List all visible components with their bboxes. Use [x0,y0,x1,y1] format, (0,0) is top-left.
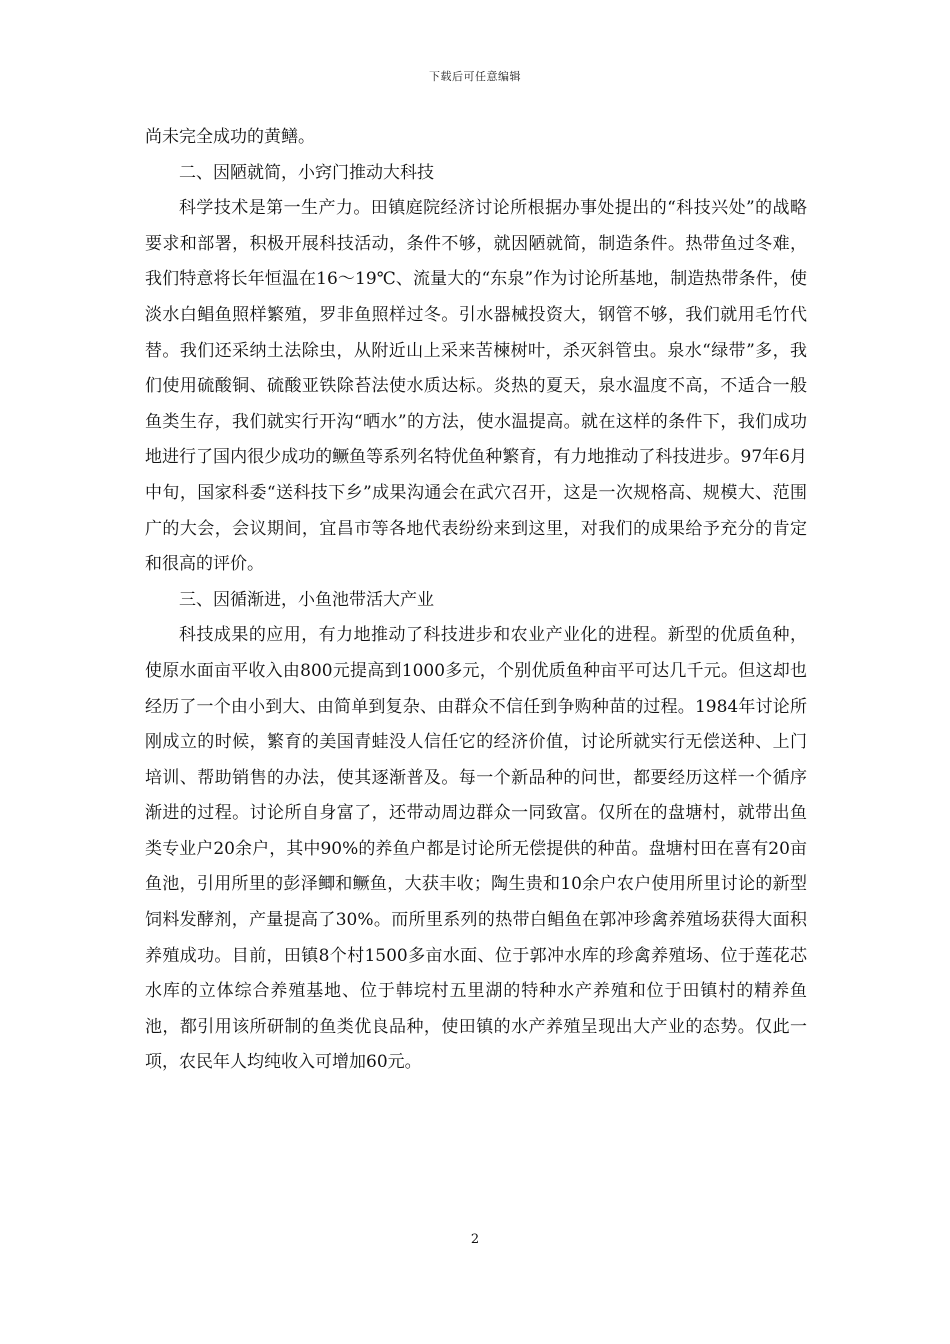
paragraph-continuation: 尚未完全成功的黄鳝。 [145,127,315,147]
paragraph-industry: 科技成果的应用，有力地推动了科技进步和农业产业化的进程。新型的优质鱼种，使原水面亩平收入由800元提高到1000多元，个别优质鱼种亩平可达几千元。但这却也经历了一个由小到大、由简单到复杂、由群众不信任到争购种苗的过程。1984年讨论所刚成立的时候，繁育的美国青蛙没人信任它的经济价值，讨论所就实行无偿送种、上门培训、帮助销售的办法，使其逐渐普及。每一个新品种的问世，都要经历这样一个循序渐进的过程。讨论所自身富了，还带动周边群众一同致富。仅所在的盘塘村，就带出鱼类专业户20余户，其中90%的养鱼户都是讨论所无偿提供的种苗。盘塘村田在喜有20亩鱼池，引用所里的彭泽鲫和鳜鱼，大获丰收；陶生贵和10余户农户使用所里讨论的新型饲料发酵剂，产量提高了30%。而所里系列的热带白鲳鱼在郭冲珍禽养殖场获得大面积养殖成功。目前，田镇8个村1500多亩水面、位于郭冲水库的珍禽养殖场、位于莲花芯水库的立体综合养殖基地、位于韩垸村五里湖的特种水产养殖和位于田镇村的精养鱼池，都引用该所研制的鱼类优良品种，使田镇的水产养殖呈现出大产业的态势。仅此一项，农民年人均纯收入可增加60元。 [145,625,807,1073]
body-text [145,120,807,1081]
section-heading-2: 二、因陋就简，小窍门推动大科技 [179,162,434,183]
header-note: 下载后可任意编辑 [429,70,521,83]
paragraph-science-tech: 科学技术是第一生产力。田镇庭院经济讨论所根据办事处提出的“科技兴处”的战略要求和部署，积极开展科技活动，条件不够，就因陋就简，制造条件。热带鱼过冬难，我们特意将长年恒温在16～19℃、流量大的“东泉”作为讨论所基地，制造热带条件，使淡水白鲳鱼照样繁殖，罗非鱼照样过冬。引水器械投资大，钢管不够，我们就用毛竹代替。我们还采纳土法除虫，从附近山上采来苦楝树叶，杀灭斜管虫。泉水“绿带”多，我们使用硫酸铜、硫酸亚铁除苔法使水质达标。炎热的夏天，泉水温度不高，不适合一般鱼类生存，我们就实行开沟“晒水”的方法，使水温提高。就在这样的条件下，我们成功地进行了国内很少成功的鳜鱼等系列名特优鱼种繁育，有力地推动了科技进步。97年6月中旬，国家科委“送科技下乡”成果沟通会在武穴召开，这是一次规格高、规模大、范围广的大会，会议期间，宜昌市等各地代表纷纷来到这里，对我们的成果给予充分的肯定和很高的评价。 [145,198,807,575]
section-heading-3: 三、因循渐进，小鱼池带活大产业 [179,589,434,610]
page-number: 2 [470,1232,480,1247]
